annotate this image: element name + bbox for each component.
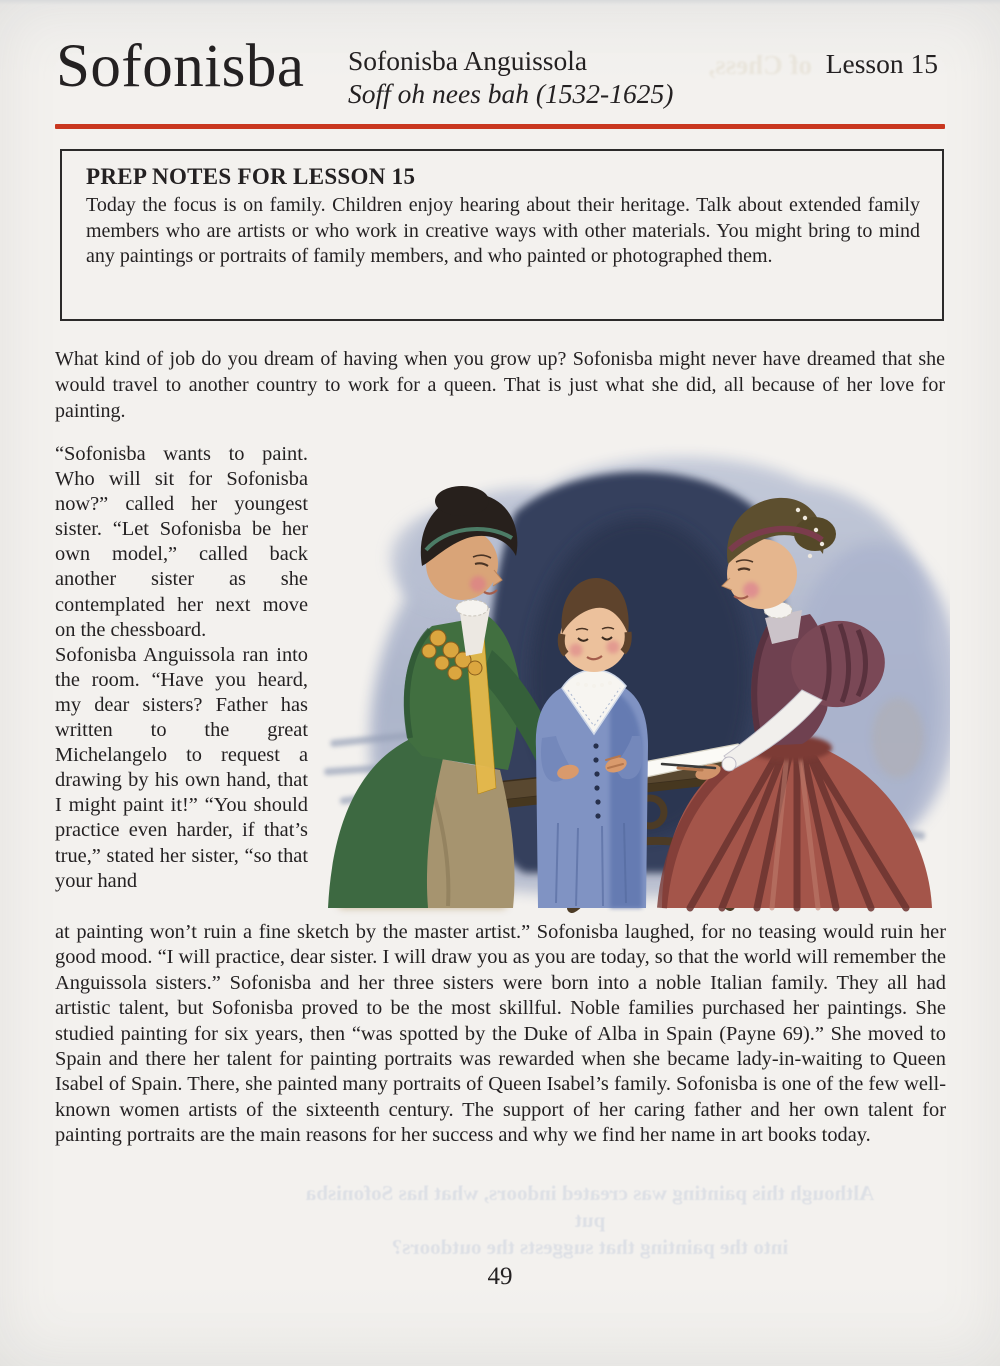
scan-edge (0, 0, 1000, 5)
artist-phonetic-dates: Soff oh nees bah (1532-1625) (348, 78, 674, 109)
prep-notes-body: Today the focus is on family. Children enjoy hearing about their heritage. Talk about extended family members who are artists or who work in creative ways with other materials. You might bring to mind any paintings or portraits of family members, and who painted or photographed them. (86, 194, 920, 267)
lesson-label: Lesson 15 (825, 48, 938, 79)
red-divider-rule (55, 124, 945, 129)
bleedthrough-header-text: of Chess, (708, 50, 812, 80)
story-column (55, 442, 308, 894)
illustration-watercolor (310, 438, 950, 918)
page-title: Sofonisba (56, 33, 305, 100)
story-paragraph-2: Sofonisba Anguissola ran into the room. “Have you heard, my dear sisters? Father has written to the great Michelangelo to request a drawing by his own hand, that I might paint it!” “You should practice even harder, if that’s true,” stated her sister, “so that your hand (55, 643, 308, 892)
bleedthrough-question-line2: into the painting that suggests the outdoors? (391, 1235, 789, 1259)
intro-paragraph: What kind of job do you dream of having when you grow up? Sofonisba might never have dreamed that she would travel to another country to work for a queen. That is just what she did, all because of her love for painting. (55, 348, 945, 422)
page-number: 49 (487, 1263, 513, 1290)
prep-notes-heading: PREP NOTES FOR LESSON 15 (86, 164, 416, 189)
story-paragraph-1: “Sofonisba wants to paint. Who will sit for Sofonisba now?” called her youngest sister. “Let Sofonisba be her own model,” called back another sister as she contemplated her next move on the chessboard. (55, 443, 308, 641)
artist-full-name: Sofonisba Anguissola (348, 45, 588, 76)
bleedthrough-question-text (290, 1180, 890, 1261)
prep-notes-box (60, 149, 944, 321)
continuation-paragraph: at painting won’t ruin a fine sketch by the master artist.” Sofonisba laughed, for no teasing would ruin her good mood. “I will practice, dear sister. I will draw you as you are today, so that the world will remember the Anguissola sisters.” Sofonisba and her three sisters were born into a noble Italian family. They all had artistic talent, but Sofonisba proved to be the most skillful. Noble families purchased her paintings. She studied painting for six years, then “was spotted by the Duke of Alba in Spain (Payne 69).” She moved to Spain and there her talent for painting portraits was rewarded when she became lady-in-waiting to Queen Isabel of Spain. There, she painted many portraits of Queen Isabel’s family. Sofonisba is one of the few well-known women artists of the sixteenth century. The support of her caring father and her own talent for painting portraits are the main reasons for her success and why we find her name in art books today. (55, 921, 946, 1147)
bleedthrough-question-line1: Although this painting was created indoors, what has Sofonisba put (305, 1181, 875, 1232)
